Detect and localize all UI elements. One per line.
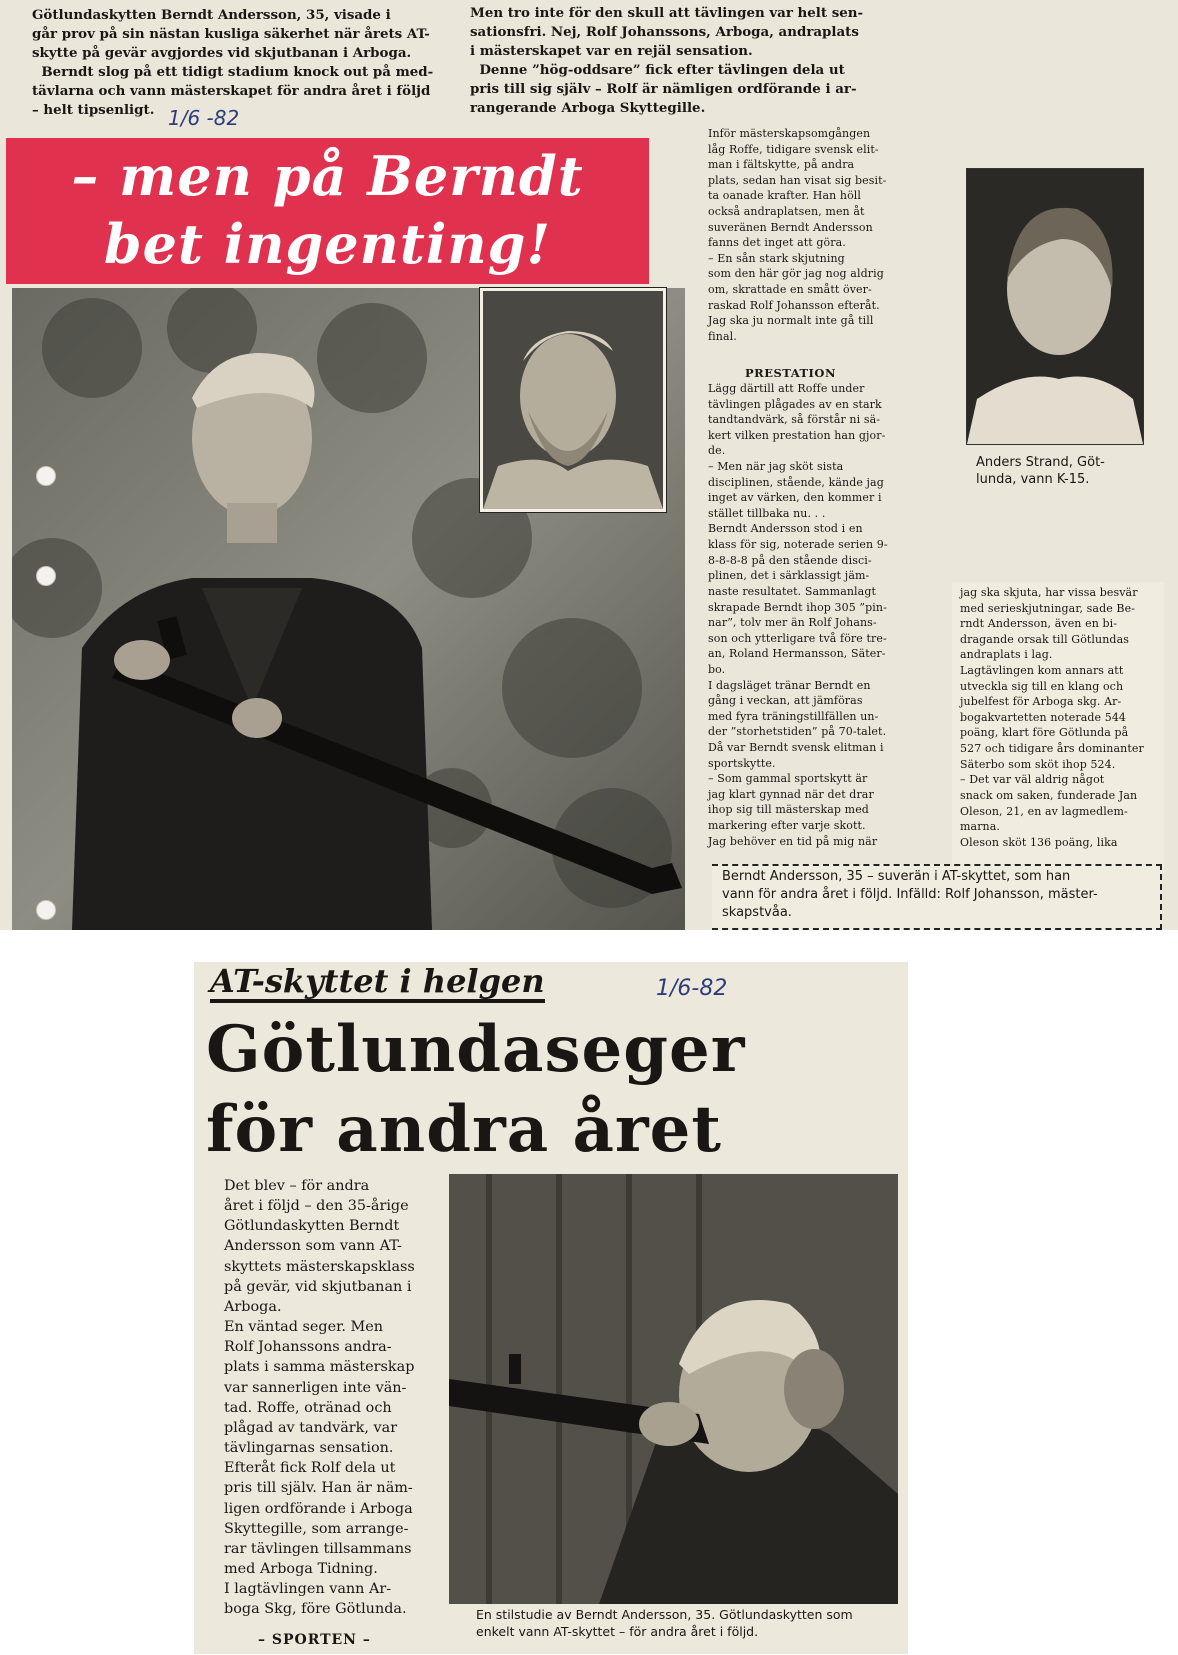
intro-right bbox=[470, 4, 910, 118]
handwritten-date: 1/6 -82 bbox=[168, 106, 240, 130]
intro-right-line: Denne ”hög-oddsare” fick efter tävlingen dela ut bbox=[470, 62, 845, 79]
main-caption: Berndt Andersson, 35 – suverän i AT-skyttet, som han vann för andra året i följd. Infälld: Rolf Johansson, mäster- skapstvåa. bbox=[722, 869, 1098, 921]
young-man-portrait-illustration bbox=[967, 169, 1143, 444]
bottom-headline-line-2: för andra året bbox=[206, 1092, 722, 1167]
bottom-headline-line-1: Götlundaseger bbox=[206, 1012, 746, 1087]
article-column-2: jag ska skjuta, har vissa besvär med serieskjutningar, sade Be- rndt Andersson, även en bi- dragande orsak till Götlundas andraplats i lag. Lagtävlingen kom annars att utveckla sig till en klang och jubelfest för Arboga skg. Ar- bogakvartetten noterade 544 poäng, klart före Götlunda på 527 och tidigare års dominanter Säterbo som sköt ihop 524. – Det var väl aldrig något snack om saken, funderade Jan Oleson, 21, en av lagmedlem- marna. Oleson sköt 136 poäng, lika bbox=[960, 586, 1144, 849]
intro-right-line: i mästerskapet var en rejäl sensation. bbox=[470, 43, 753, 60]
intro-line: Götlundaskytten Berndt Andersson, 35, visade i bbox=[32, 7, 391, 23]
headline-banner bbox=[6, 138, 649, 284]
headline-line-1: – men på Berndt bbox=[71, 144, 584, 208]
intro-right-line: pris till sig själv – Rolf är nämligen ordförande i ar- bbox=[470, 81, 857, 98]
bottom-body: Det blev – för andra året i följd – den 35-årige Götlundaskytten Berndt Andersson som vann AT- skyttets mästerskapsklass på gevär, vid skjutbanan i Arboga. En väntad seger. Men Rolf Johanssons andra- plats i samma mästerskap var sannerligen inte vän- tad. Roffe, otränad och plågad av tandvärk, var tävlingarnas sensation. Efteråt fick Rolf dela ut pris till själv. Han är näm- ligen ordförande i Arboga Skyttegille, som arrange- rar tävlingen tillsammans med Arboga Tidning. I lagtävlingen vann Ar- boga Skg, före Götlunda. bbox=[224, 1178, 415, 1618]
punch-hole bbox=[36, 900, 56, 920]
intro-right-line: sationsfri. Nej, Rolf Johanssons, Arboga, andraplats bbox=[470, 24, 859, 41]
bearded-man-illustration bbox=[483, 291, 663, 509]
intro-right-line: rangerande Arboga Skyttegille. bbox=[470, 100, 706, 117]
article-column-1b: Lägg därtill att Roffe under tävlingen plågades av en stark tandtandvärk, så förstår ni sä- kert vilken prestation han gjor- de. – Men när jag sköt sista disciplinen, stående, kände jag inget av värken, den kommer i stället tillbaka nu. . . Berndt Andersson stod i en klass för sig, noterade serien 9- 8-8-8-8 på den stående disci- plinen, det i särklassigt jäm- naste resultatet. Sammanlagt skrapade Berndt ihop 305 ”pin- nar”, tolv mer än Rolf Johans- son och ytterligare två före tre- an, Roland Hermansson, Säter- bo. I dagsläget tränar Berndt en gång i veckan, att jämföras med fyra träningstillfällen un- der ”storhetstiden” på 70-talet. Då var Berndt svensk elitman i sportskytte. – Som gammal sportskytt är jag klart gynnad när det drar ihop sig till mästerskap med markering efter varje skott. Jag behöver en tid på mig när bbox=[708, 382, 888, 848]
headline-line-2: bet ingenting! bbox=[103, 212, 552, 276]
sporten-footer: – SPORTEN – bbox=[258, 1632, 371, 1648]
intro-left bbox=[32, 6, 442, 120]
aiming-shooter-illustration bbox=[449, 1174, 898, 1604]
punch-hole bbox=[36, 566, 56, 586]
bottom-photo bbox=[449, 1174, 898, 1604]
kicker: AT-skyttet i helgen bbox=[210, 964, 545, 1003]
intro-line: går prov på sin nästan kusliga säkerhet när årets AT- bbox=[32, 26, 430, 43]
intro-right-line: Men tro inte för den skull att tävlingen var helt sen- bbox=[470, 5, 864, 21]
intro-line: tävlarna och vann mästerskapet för andra året i följd bbox=[32, 83, 431, 100]
portrait-caption: Anders Strand, Göt- lunda, vann K-15. bbox=[976, 455, 1105, 488]
portrait-photo bbox=[966, 168, 1144, 445]
intro-line: – helt tipsenligt. bbox=[32, 102, 155, 119]
article-column-1: Inför mästerskapsomgången låg Roffe, tidigare svensk elit- man i fältskytte, på andra plats, sedan han visat sig besit- ta oanade krafter. Han höll också andraplatsen, men åt suveränen Berndt Andersson fanns det inget att göra. – En sån stark skjutning som den här gör jag nog aldrig om, skrattade en smått över- raskad Rolf Johansson efteråt. Jag ska ju normalt inte gå till final. bbox=[708, 127, 887, 343]
intro-line: skytte på gevär avgjordes vid skjutbanan i Arboga. bbox=[32, 45, 412, 62]
bottom-photo-caption: En stilstudie av Berndt Andersson, 35. Götlundaskytten som enkelt vann AT-skyttet – för andra året i följd. bbox=[476, 1607, 853, 1639]
subhead-prestation: PRESTATION bbox=[745, 366, 836, 380]
punch-hole bbox=[36, 466, 56, 486]
inset-photo bbox=[480, 288, 666, 512]
handwritten-date-bottom: 1/6-82 bbox=[656, 976, 728, 1001]
intro-line: Berndt slog på ett tidigt stadium knock out på med- bbox=[32, 64, 434, 81]
